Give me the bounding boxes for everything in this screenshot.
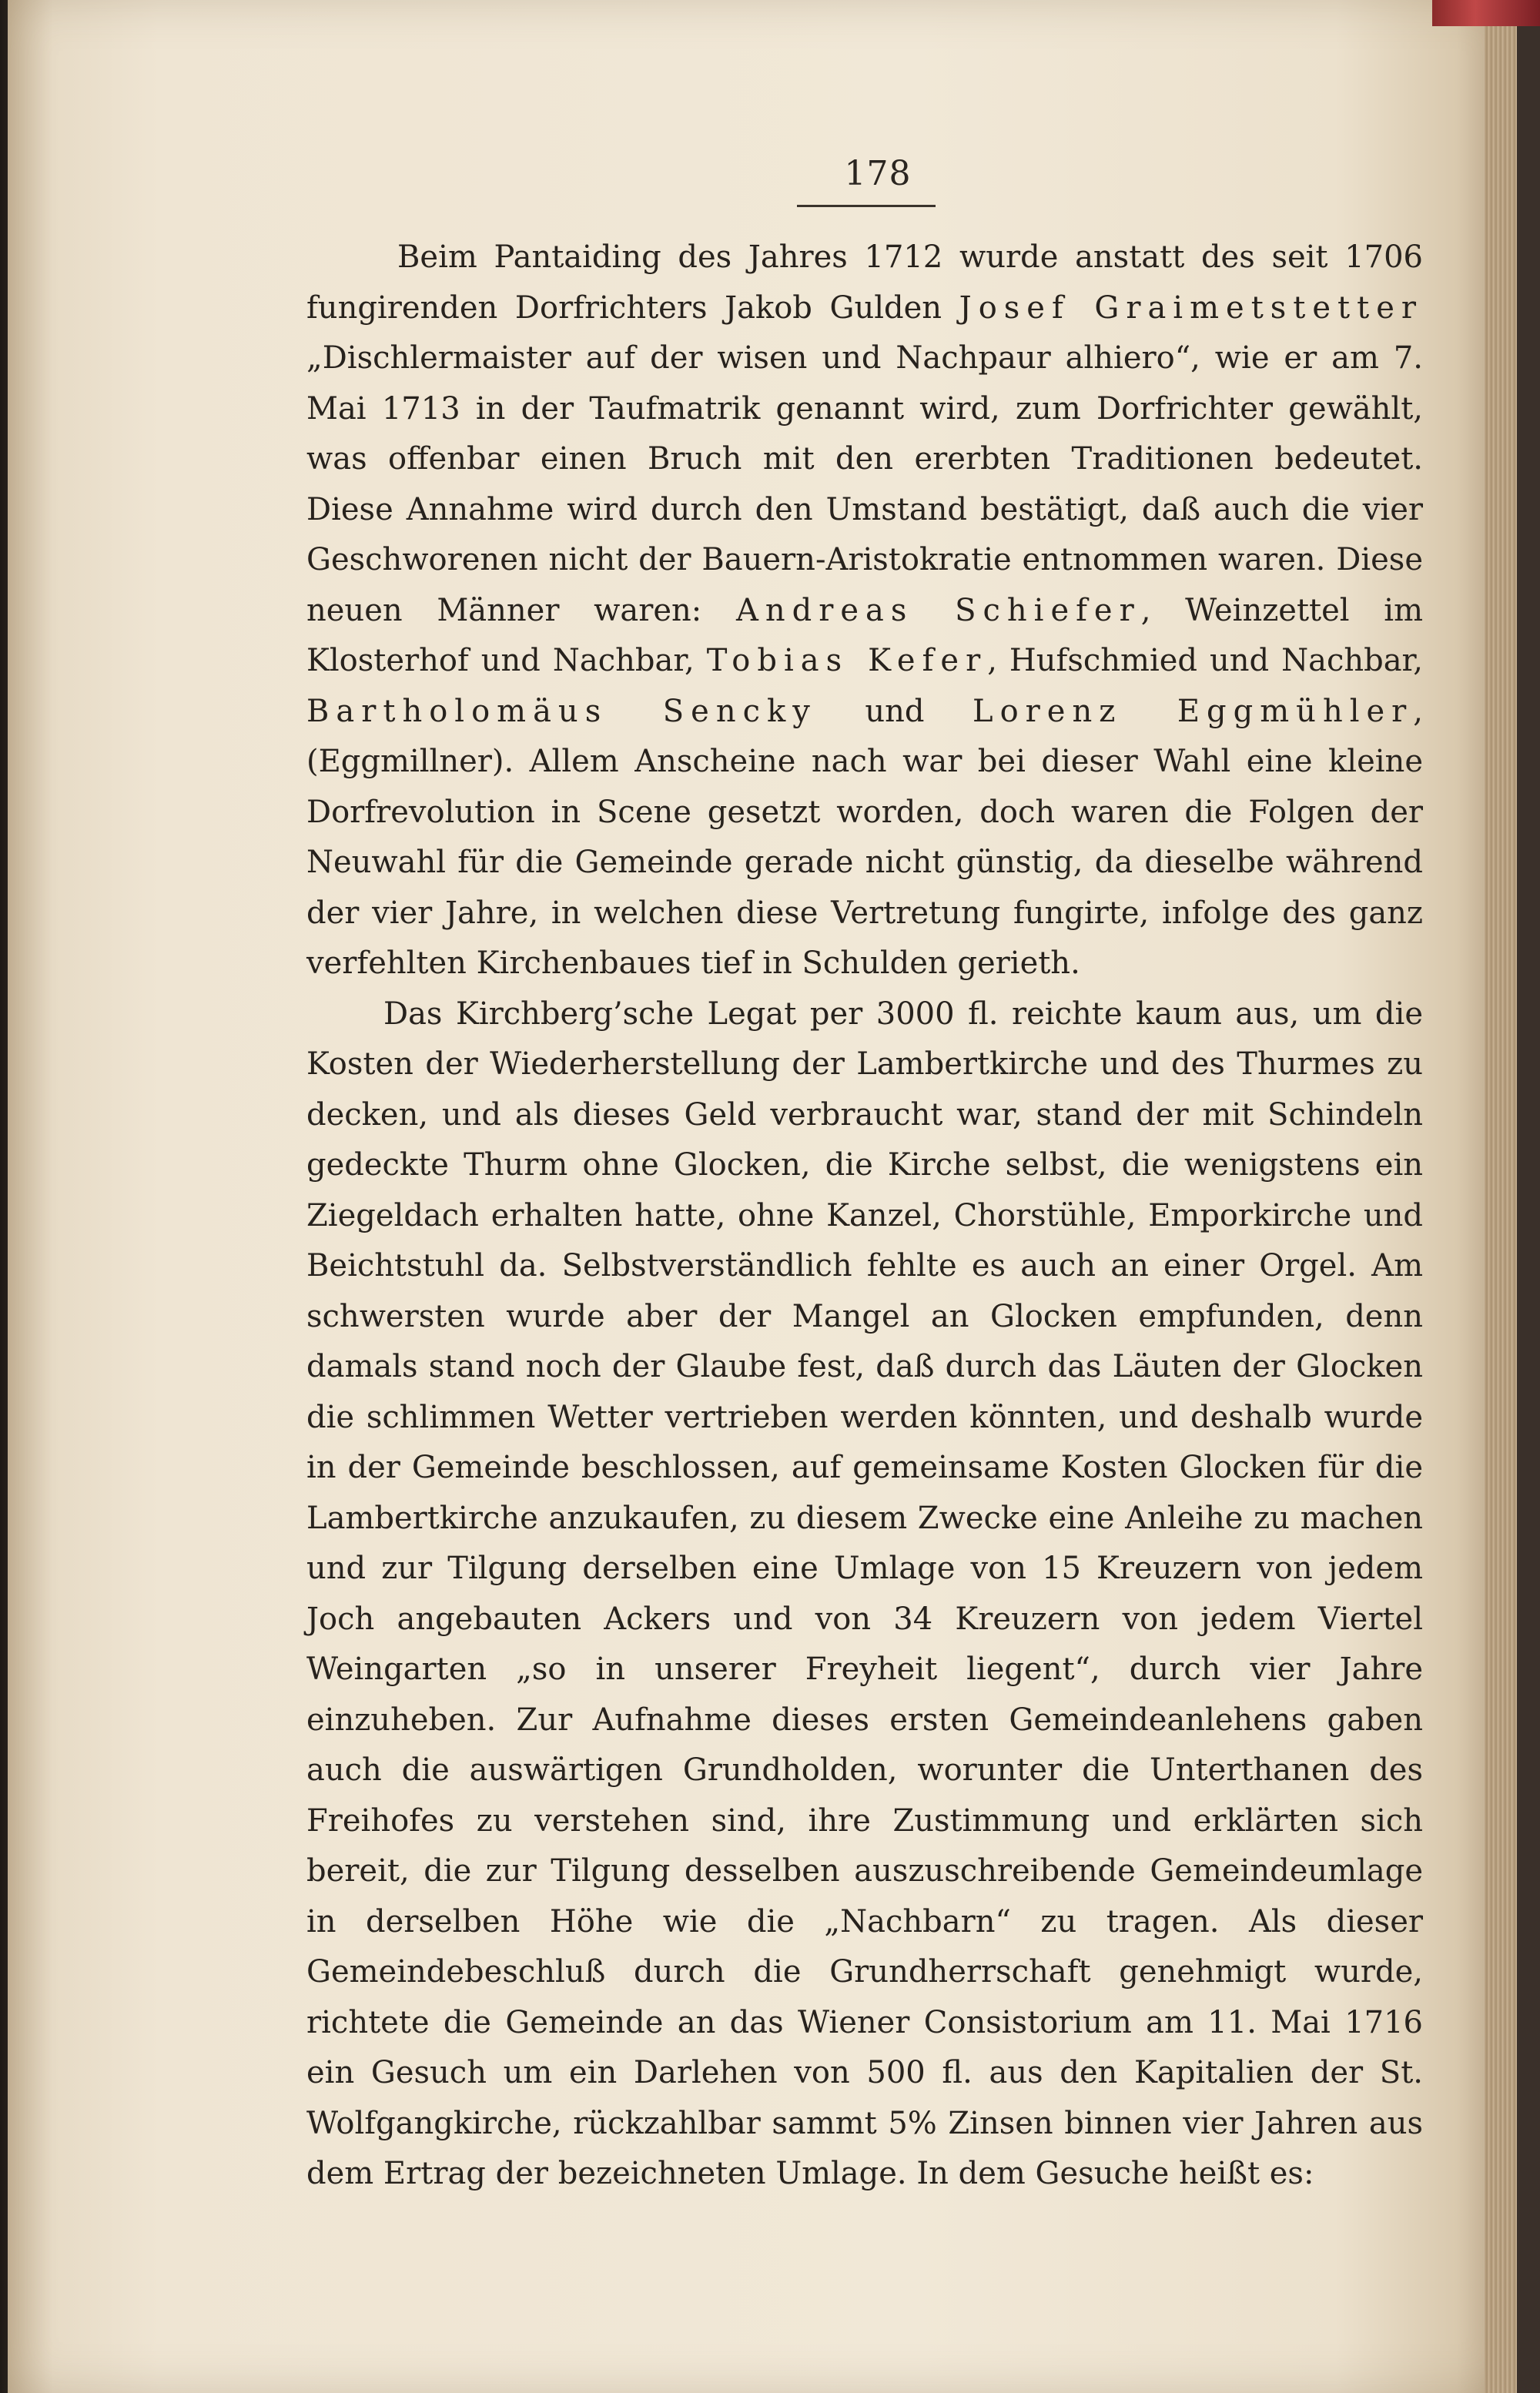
header-rule — [797, 205, 936, 207]
page-stack-edge — [1485, 0, 1517, 2393]
page-number: 178 — [844, 154, 912, 193]
person-name-graimetstetter: Josef Graimetstetter — [959, 290, 1423, 326]
person-name-kefer: Tobias Kefer — [706, 643, 988, 678]
person-name-sencky: Bartholomäus Sencky — [306, 693, 817, 729]
p1-text-3: , Weinzettel im Klosterhof und Nachbar, — [306, 592, 1423, 678]
p1-text-5: und — [816, 693, 973, 729]
red-bookmark-band — [1432, 0, 1540, 26]
p1-text-1: Beim Pantaiding des Jahres 1712 wurde anstatt des seit 1706 fungirenden Dorfrichters Jakob Gulden — [306, 239, 1423, 326]
p1-text-4: , Hufschmied und Nachbar, — [987, 643, 1423, 678]
body-text — [306, 233, 1423, 2200]
person-name-schiefer: Andreas Schiefer — [735, 592, 1141, 628]
paragraph-1 — [306, 233, 1423, 989]
paragraph-2: Das Kirchberg’sche Legat per 3000 fl. reichte kaum aus, um die Kosten der Wiederherstellung der Lambertkirche und des Thurmes zu decken, und als dieses Geld verbraucht war, stand der mit Schindeln gedeckte Thurm ohne Glocken, die Kirche selbst, die wenigstens ein Ziegeldach erhalten hatte, ohne Kanzel, Chorstühle, Emporkirche und Beichtstuhl da. Selbstverständlich fehlte es auch an einer Orgel. Am schwersten wurde aber der Mangel an Glocken empfunden, denn damals stand noch der Glaube fest, daß durch das Läuten der Glocken die schlimmen Wetter vertrieben werden könnten, und deshalb wurde in der Gemeinde beschlossen, auf gemeinsame Kosten Glocken für die Lambertkirche anzukaufen, zu diesem Zwecke eine Anleihe zu machen und zur Tilgung derselben eine Umlage von 15 Kreuzern von jedem Joch angebauten Ackers und von 34 Kreuzern von jedem Viertel Weingarten „so in unserer Freyheit liegent“, durch vier Jahre einzuheben. Zur Aufnahme dieses ersten Gemeindeanlehens gaben auch die auswärtigen Grundholden, worunter die Unterthanen des Freihofes zu verstehen sind, ihre Zustimmung und erklärten sich bereit, die zur Tilgung desselben auszuschreibende Gemeindeumlage in derselben Höhe wie die „Nachbarn“ zu tragen. Als dieser Gemeindebeschluß durch die Grundherrschaft genehmigt wurde, richtete die Gemeinde an das Wiener Consistorium am 11. Mai 1716 ein Gesuch um ein Darlehen von 500 fl. aus den Kapitalien der St. Wolfgangkirche, rückzahlbar sammt 5% Zinsen binnen vier Jahren aus dem Ertrag der bezeichneten Umlage. In dem Gesuche heißt es: — [306, 996, 1423, 2191]
p1-text-6: , (Eggmillner). Allem Anscheine nach war bei dieser Wahl eine kleine Dorfrevolution in Scene gesetzt worden, doch waren die Folgen der Neuwahl für die Gemeinde gerade nicht günstig, da dieselbe während der vier Jahre, in welchen diese Vertretung fungirte, infolge des ganz verfehlten Kirchenbaues tief in Schulden gerieth. — [306, 693, 1424, 981]
p1-text-2: „Dischlermaister auf der wisen und Nachpaur alhiero“, wie er am 7. Mai 1713 in der Taufmatrik genannt wird, zum Dorfrichter gewählt, was offenbar einen Bruch mit den ererbten Traditionen bedeutet. Diese Annahme wird durch den Umstand bestätigt, daß auch die vier Geschworenen nicht der Bauern-Aristokratie entnommen waren. Diese neuen Männer waren: — [306, 340, 1423, 628]
person-name-eggmuehler: Lorenz Eggmühler — [973, 693, 1414, 729]
